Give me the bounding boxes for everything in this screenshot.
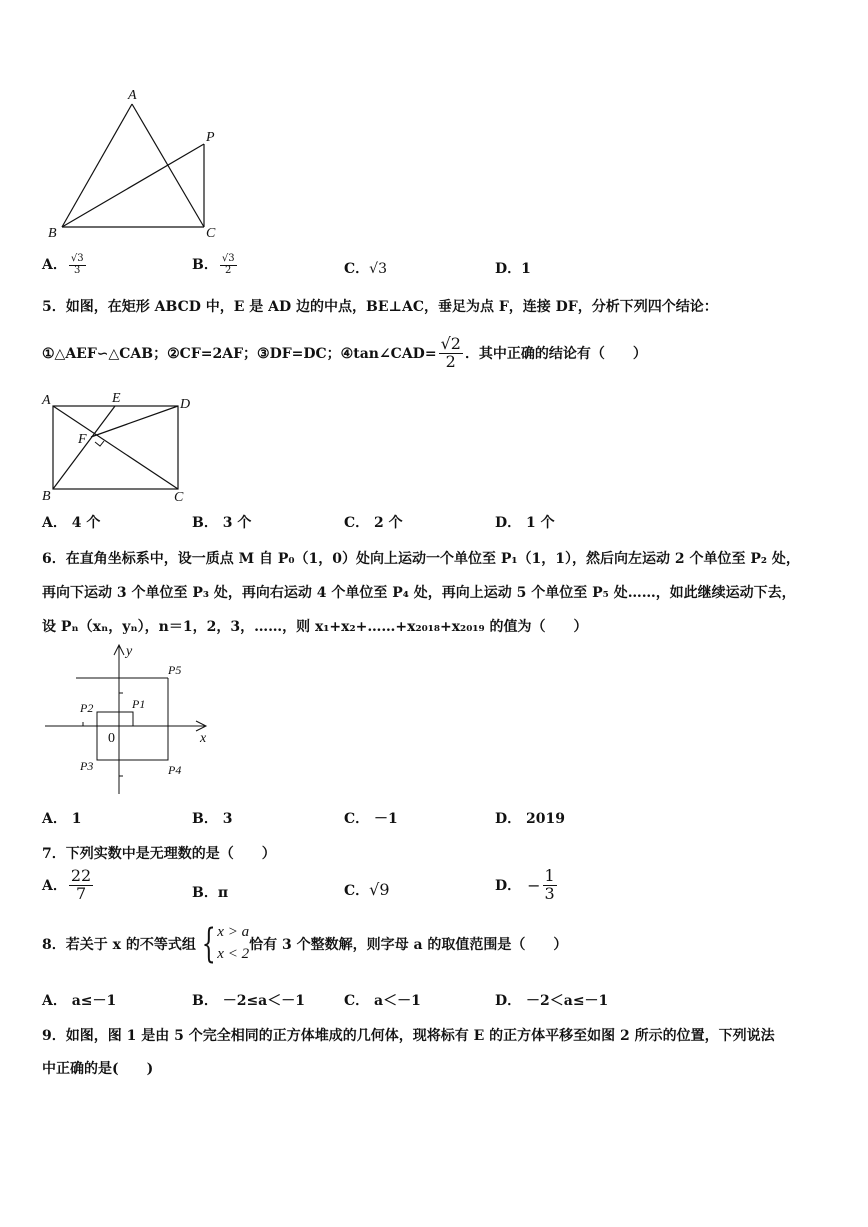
q5-rectangle-figure <box>38 388 198 506</box>
q6-label-y: y <box>126 644 133 659</box>
q6-stem-line1: 6．在直角坐标系中，设一质点 M 自 P₀（1，0）处向上运动一个单位至 P₁（1，1），然后向左运动 2 个单位至 P₂ 处， <box>42 551 800 567</box>
q4-label-p: P <box>206 130 215 145</box>
q6-option-a: A． 1 <box>42 811 82 827</box>
q6-option-c: C． －1 <box>344 811 398 827</box>
q5-stem-line1: 5．如图，在矩形 ABCD 中，E 是 AD 边的中点，BE⊥AC，垂足为点 F，连接 DF，分析下列四个结论： <box>42 299 718 315</box>
q6-label-p2: P2 <box>80 701 94 715</box>
q4-option-d: D．1 <box>495 261 531 277</box>
q7-option-c: C．√9 <box>344 880 390 899</box>
q6-label-x: x <box>200 731 207 746</box>
q6-label-p5: P5 <box>168 663 182 677</box>
q5-label-c: C <box>174 490 184 505</box>
q8-option-c: C． a＜－1 <box>344 993 421 1009</box>
q6-label-p1: P1 <box>132 697 146 711</box>
q5-stem-line2: ①△AEF∽△CAB；②CF=2AF；③DF=DC；④tan∠CAD= $\frac{√2}{2}$ ．其中正确的结论有（ ） <box>42 334 647 371</box>
q4-option-a: A． $\frac{√3}{3}$ <box>42 253 84 276</box>
q5-option-b: B． 3 个 <box>192 515 252 531</box>
q4-label-c: C <box>206 226 216 241</box>
q6-stem-line3: 设 Pₙ（xₙ，yₙ），n＝1，2，3，……，则 x₁+x₂+……+x₂₀₁₈+x₂₀₁₉ 的值为（ ） <box>42 619 588 635</box>
q5-label-e: E <box>112 391 121 406</box>
q6-option-d: D． 2019 <box>495 811 565 827</box>
q7-option-d: D． − $\frac{1}{3}$ <box>495 866 555 903</box>
q5-option-d: D． 1 个 <box>495 515 555 531</box>
q8-option-d: D． －2＜a≤－1 <box>495 993 609 1009</box>
q9-stem-line1: 9．如图，图 1 是由 5 个完全相同的正方体堆成的几何体，现将标有 E 的正方体平移至如图 2 所示的位置，下列说法 <box>42 1028 775 1044</box>
q5-label-d: D <box>180 397 191 412</box>
q4-label-b: B <box>48 226 57 241</box>
q7-option-a: A． $\frac{22}{7}$ <box>42 866 92 903</box>
q9-stem-line2: 中正确的是( ) <box>42 1061 154 1077</box>
q8-option-a: A． a≤－1 <box>42 993 117 1009</box>
q6-stem-line2: 再向下运动 3 个单位至 P₃ 处，再向右运动 4 个单位至 P₄ 处，再向上运动 5 个单位至 P₅ 处……，如此继续运动下去， <box>42 585 796 601</box>
q7-option-b: B．π <box>192 885 229 901</box>
q8-option-b: B． －2≤a＜－1 <box>192 993 305 1009</box>
q8-stem: 8．若关于 x 的不等式组 { x > a x < 2 恰有 3 个整数解，则字母 a 的取值范围是（ ） <box>42 920 568 967</box>
q4-label-a: A <box>128 88 137 103</box>
q6-label-p3: P3 <box>80 759 94 773</box>
q8-inequality-system: { x > a x < 2 <box>201 920 250 967</box>
q6-label-p4: P4 <box>168 763 182 777</box>
q6-coordinate-figure <box>40 640 220 798</box>
q7-stem: 7．下列实数中是无理数的是（ ） <box>42 846 276 862</box>
q5-label-f: F <box>78 432 87 447</box>
q4-option-b: B． $\frac{√3}{2}$ <box>192 253 235 276</box>
q6-label-origin: 0 <box>108 731 115 746</box>
q4-option-c: C．√3 <box>344 261 387 277</box>
q5-option-c: C． 2 个 <box>344 515 403 531</box>
q5-label-a: A <box>42 393 51 408</box>
q6-option-b: B． 3 <box>192 811 233 827</box>
q5-option-a: A． 4 个 <box>42 515 101 531</box>
q5-label-b: B <box>42 489 51 504</box>
q4-triangle-figure <box>40 85 240 245</box>
